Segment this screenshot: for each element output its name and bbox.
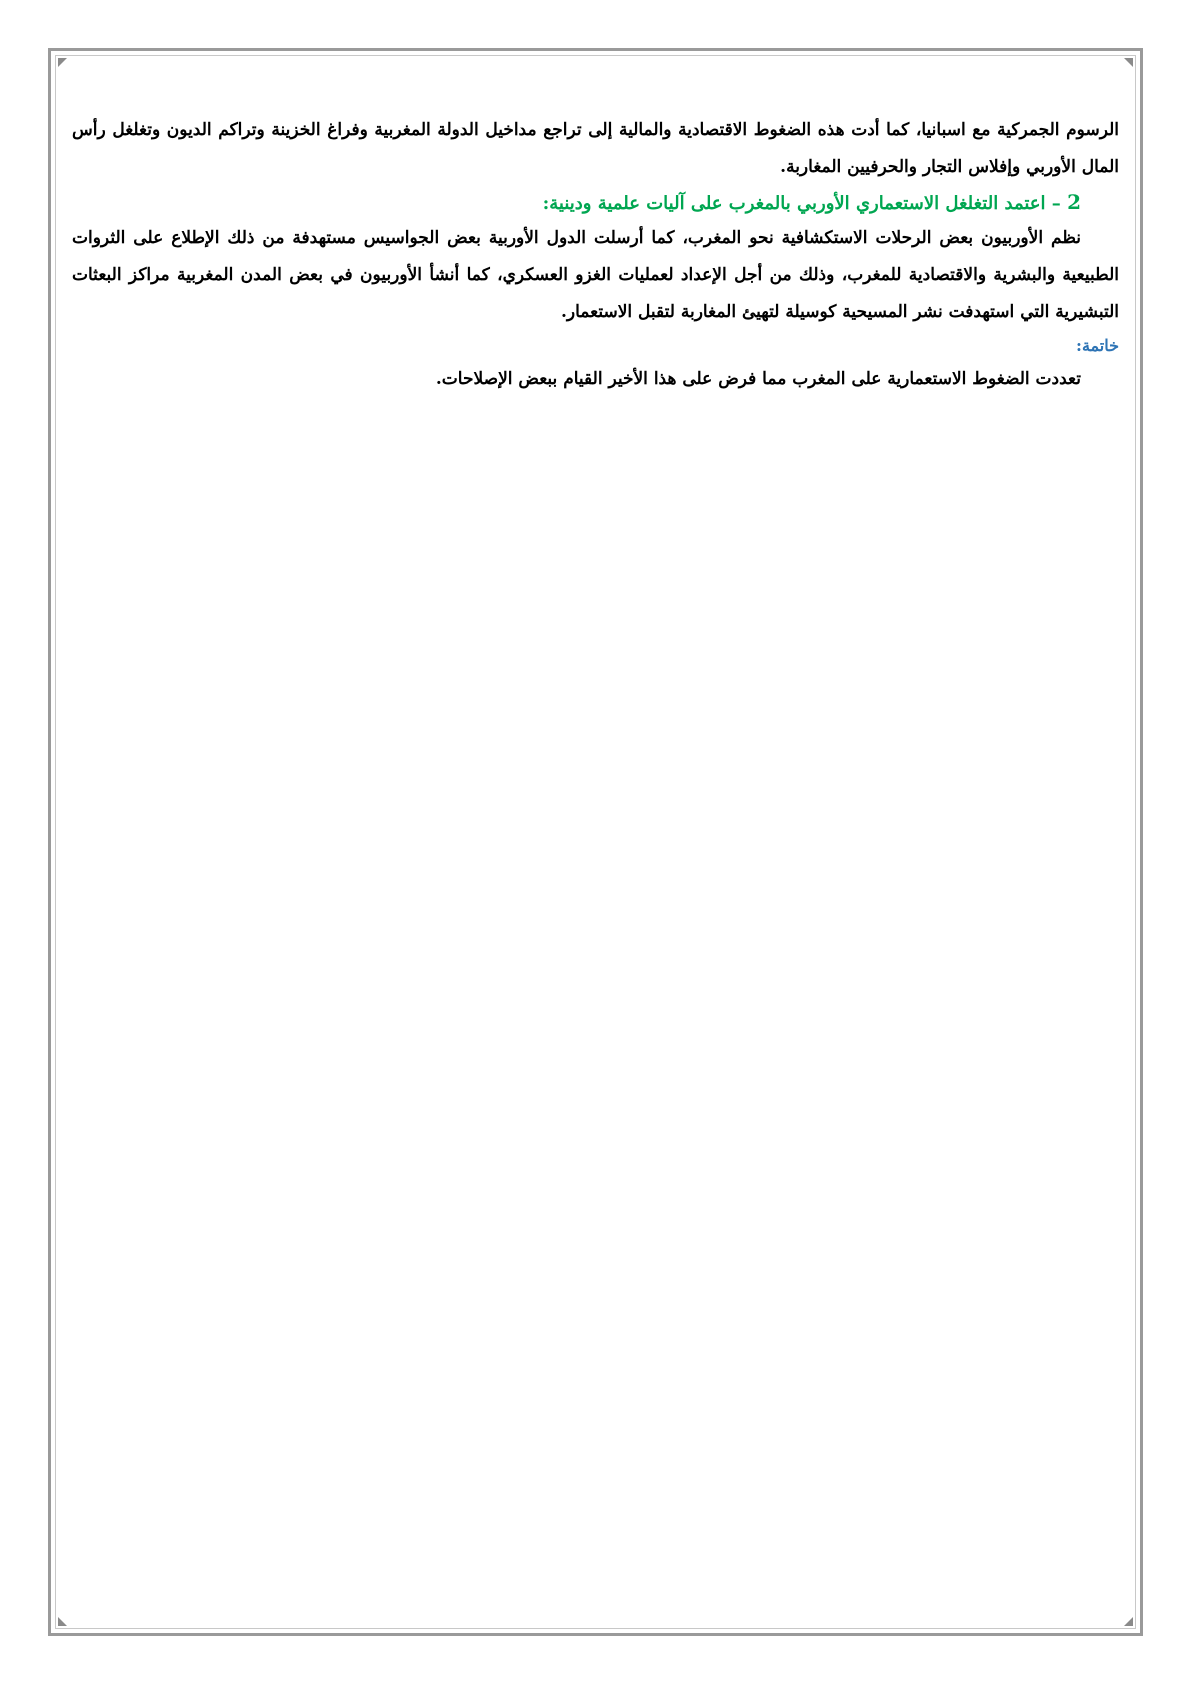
corner-ornament-bottom-left (58, 1617, 67, 1626)
section-number: 2 (1067, 190, 1081, 214)
section-title: – اعتمد التغلغل الاستعماري الأوربي بالمغرب على آليات علمية ودينية: (542, 193, 1061, 214)
document-body (72, 112, 1119, 398)
section-heading-2 (72, 186, 1119, 220)
conclusion-heading: خاتمة: (1076, 336, 1119, 355)
corner-ornament-top-left (58, 58, 67, 67)
conclusion-text: تعددت الضغوط الاستعمارية على المغرب مما فرض على هذا الأخير القيام ببعض الإصلاحات. (435, 369, 1081, 389)
paragraph-scientific-religious: نظم الأوربيون بعض الرحلات الاستكشافية نحو المغرب، كما أرسلت الدول الأوربية بعض الجواسيس مستهدفة من ذلك الإطلاع على الثروات الطبيعية والبشرية والاقتصادية للمغرب، وذلك من أجل الإعداد لعمليات الغزو العسكري، كما أنشأ الأوربيون في بعض المدن المغربية مراكز البعثات التبشيرية التي استهدفت نشر المسيحية كوسيلة لتهيئ المغاربة لتقبل الاستعمار. (72, 228, 1119, 322)
corner-ornament-bottom-right (1124, 1617, 1133, 1626)
corner-ornament-top-right (1124, 58, 1133, 67)
paragraph-economic-pressures: الرسوم الجمركية مع اسبانيا، كما أدت هذه الضغوط الاقتصادية والمالية إلى تراجع مداخيل الدولة المغربية وفراغ الخزينة وتراكم الديون وتغلغل رأس المال الأوربي وإفلاس التجار والحرفيين المغاربة. (72, 120, 1119, 177)
